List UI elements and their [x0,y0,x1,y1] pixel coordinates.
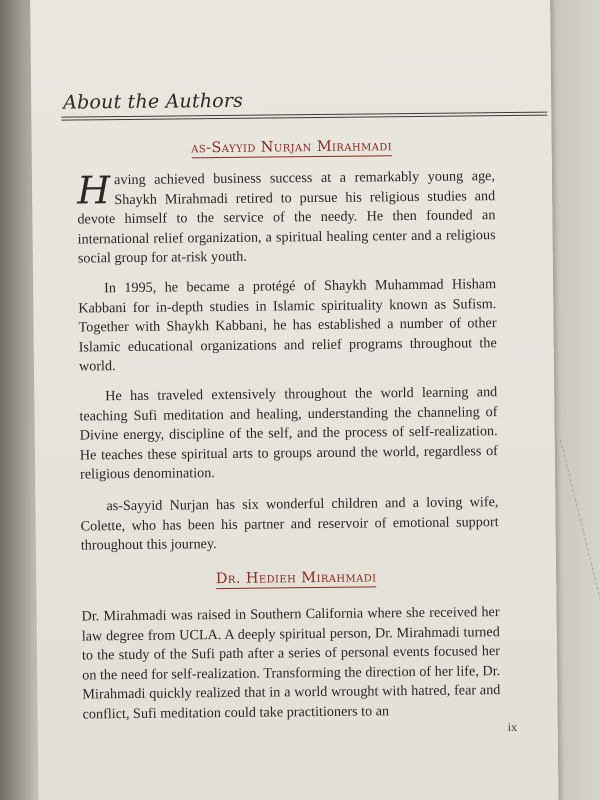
paragraph: Dr. Mirahmadi was raised in Southern California where she received her law degree from UCLA. A deeply spiritual person, Dr. Mirahmadi turned to the study of the Sufi path after a series of personal events focused her on the need for self-realization. Transforming the direction of her life, Dr. Mirahmadi quickly realized that in a world wrought with hatred, fear and conflict, Sufi meditation could take practitioners to an [81,604,501,722]
author-name: Dr. Hedieh Mirahmadi [215,569,377,588]
author-heading-hedieh [36,568,556,589]
author-name: as-Sayyid Nurjan Mirahmadi [191,138,393,157]
page-number: ix [507,719,518,735]
section-title: About the Authors [63,89,244,114]
paragraph: as-Sayyid Nurjan has six wonderful children and a loving wife, Colette, who has been his partner and reservoir of emotional support throughout this journey. [80,494,499,554]
drop-cap: H [76,168,111,213]
author-heading-nurjan [32,137,552,158]
paragraph: In 1995, he became a protégé of Shaykh Muhammad Hisham Kabbani for in-depth studies in Islamic spirituality known as Sufism. Together with Shaykh Kabbani, he has established a number of other Islamic educational organizations and relief programs throughout the world. [78,276,497,375]
paragraph [77,167,496,269]
paragraph-text: aving achieved business success at a remarkably young age, Shaykh Mirahmadi retired to pursue his religious studies and devote himself to the service of the needy. He then founded an international relief organization, a spiritual healing center and a religious social group for at-risk youth. [77,168,496,267]
book-page [30,0,559,800]
paragraph: He has traveled extensively throughout the world learning and teaching Sufi meditation and healing, understanding the channeling of Divine energy, discipline of the self, and the process of self-realization. He teaches these spiritual arts to groups around the world, regardless of religious denomination. [79,384,498,483]
